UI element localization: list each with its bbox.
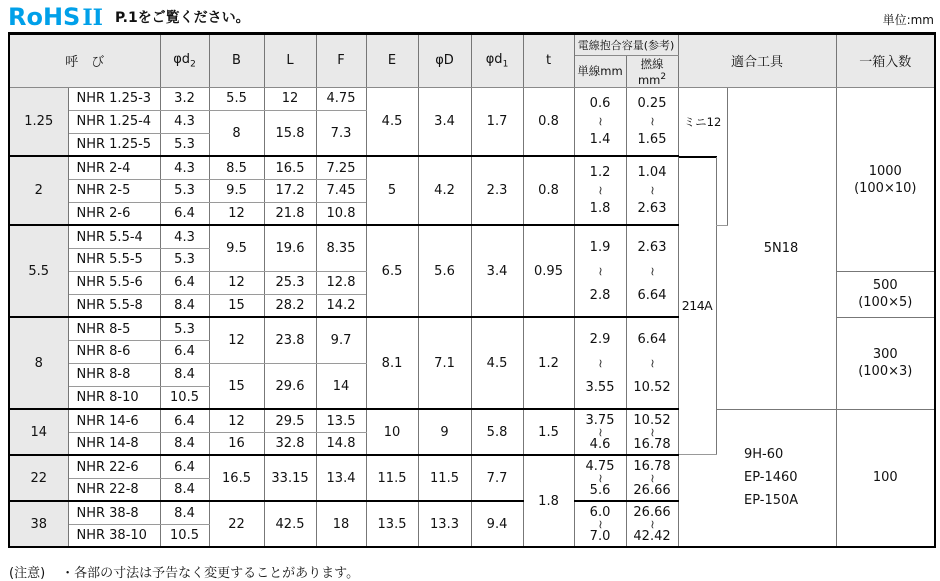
f-value-cell: 7.25 xyxy=(316,156,366,179)
d2-value-cell: 4.3 xyxy=(160,110,209,133)
d2-value-cell: 8.4 xyxy=(160,363,209,386)
model-name-cell: NHR 2-4 xyxy=(68,156,160,179)
b-value-cell: 15 xyxy=(209,294,264,317)
f-value-cell: 14.2 xyxy=(316,294,366,317)
stranded-range-cell: 26.66 ~ 42.42 xyxy=(626,501,678,547)
d2-value-cell: 3.2 xyxy=(160,87,209,110)
f-value-cell: 12.8 xyxy=(316,271,366,294)
tool-divider xyxy=(679,454,717,455)
model-name-cell: NHR 8-5 xyxy=(68,317,160,340)
d2-value-cell: 6.4 xyxy=(160,455,209,478)
box-column-cell xyxy=(836,87,935,547)
d2-value-cell: 5.3 xyxy=(160,133,209,156)
group-size-cell: 22 xyxy=(9,455,68,501)
model-name-cell: NHR 5.5-4 xyxy=(68,225,160,248)
f-value-cell: 7.3 xyxy=(316,110,366,156)
f-value-cell: 7.45 xyxy=(316,179,366,202)
solid-range-cell: 2.9 ~ 3.55 xyxy=(574,317,626,409)
stranded-range-cell: 10.52 ~ 16.78 xyxy=(626,409,678,455)
t-value-cell: 0.8 xyxy=(523,87,574,156)
group-size-cell: 5.5 xyxy=(9,225,68,317)
header-f: F xyxy=(316,34,366,88)
solid-range-cell: 6.0 ~ 7.0 xyxy=(574,501,626,547)
header-t: t xyxy=(523,34,574,88)
l-value-cell: 29.5 xyxy=(264,409,316,432)
header-e: E xyxy=(366,34,418,88)
tool-9h60-label: 9H-60 xyxy=(744,446,784,462)
t-value-cell: 1.5 xyxy=(523,409,574,455)
d2-value-cell: 6.4 xyxy=(160,202,209,225)
t-value-cell: 0.8 xyxy=(523,156,574,225)
d2-value-cell: 4.3 xyxy=(160,225,209,248)
l-value-cell: 29.6 xyxy=(264,363,316,409)
group-size-cell: 38 xyxy=(9,501,68,547)
l-value-cell: 23.8 xyxy=(264,317,316,363)
e-value-cell: 5 xyxy=(366,156,418,225)
header-tool: 適合工具 xyxy=(678,34,836,88)
stranded-range-cell: 0.25 ~ 1.65 xyxy=(626,87,678,156)
model-name-cell: NHR 1.25-4 xyxy=(68,110,160,133)
d1-value-cell: 9.4 xyxy=(471,501,523,547)
model-name-cell: NHR 1.25-5 xyxy=(68,133,160,156)
model-name-cell: NHR 5.5-8 xyxy=(68,294,160,317)
b-value-cell: 9.5 xyxy=(209,225,264,271)
f-value-cell: 8.35 xyxy=(316,225,366,271)
box-count-300: 300 (100×3) xyxy=(858,346,913,379)
l-value-cell: 16.5 xyxy=(264,156,316,179)
l-value-cell: 17.2 xyxy=(264,179,316,202)
model-name-cell: NHR 1.25-3 xyxy=(68,87,160,110)
e-value-cell: 10 xyxy=(366,409,418,455)
f-value-cell: 18 xyxy=(316,501,366,547)
f-value-cell: 10.8 xyxy=(316,202,366,225)
model-name-cell: NHR 8-6 xyxy=(68,340,160,363)
footnote xyxy=(8,562,934,581)
t-value-cell: 1.2 xyxy=(523,317,574,409)
solid-range-cell: 1.9 ~ 2.8 xyxy=(574,225,626,317)
stranded-range-cell: 16.78 ~ 26.66 xyxy=(626,455,678,501)
solid-range-cell: 1.2 ~ 1.8 xyxy=(574,156,626,225)
b-value-cell: 9.5 xyxy=(209,179,264,202)
tool-mini12-label: ミニ12 xyxy=(683,115,722,130)
box-count-column xyxy=(837,88,935,546)
l-value-cell: 28.2 xyxy=(264,294,316,317)
stranded-range-cell: 1.04 ~ 2.63 xyxy=(626,156,678,225)
header-b: B xyxy=(209,34,264,88)
spec-table-body xyxy=(9,87,935,547)
rohs-reference-note: P.1をご覧ください。 xyxy=(114,10,250,26)
b-value-cell: 12 xyxy=(209,317,264,363)
l-value-cell: 33.15 xyxy=(264,455,316,501)
b-value-cell: 12 xyxy=(209,202,264,225)
d1-value-cell: 2.3 xyxy=(471,156,523,225)
header-solid-wire: 単線mm xyxy=(574,56,626,88)
tool-214a-label: 214A xyxy=(681,298,713,314)
b-value-cell: 8 xyxy=(209,110,264,156)
model-name-cell: NHR 2-5 xyxy=(68,179,160,202)
f-value-cell: 14.8 xyxy=(316,432,366,455)
header-d-big: φD xyxy=(418,34,471,88)
e-value-cell: 13.5 xyxy=(366,501,418,547)
b-value-cell: 12 xyxy=(209,271,264,294)
tool-column-cell xyxy=(678,87,836,547)
e-value-cell: 4.5 xyxy=(366,87,418,156)
b-value-cell: 15 xyxy=(209,363,264,409)
d2-value-cell: 6.4 xyxy=(160,271,209,294)
d2-value-cell: 5.3 xyxy=(160,248,209,271)
spec-table xyxy=(8,32,936,548)
group-size-cell: 2 xyxy=(9,156,68,225)
d2-value-cell: 8.4 xyxy=(160,294,209,317)
tool-5n18-label: 5N18 xyxy=(763,240,799,256)
stranded-range-cell: 6.64 ~ 10.52 xyxy=(626,317,678,409)
model-name-cell: NHR 14-8 xyxy=(68,432,160,455)
l-value-cell: 42.5 xyxy=(264,501,316,547)
d-value-cell: 9 xyxy=(418,409,471,455)
tool-ep150a-label: EP-150A xyxy=(744,492,799,508)
e-value-cell: 8.1 xyxy=(366,317,418,409)
l-value-cell: 32.8 xyxy=(264,432,316,455)
header-l: L xyxy=(264,34,316,88)
b-value-cell: 16.5 xyxy=(209,455,264,501)
d-value-cell: 13.3 xyxy=(418,501,471,547)
b-value-cell: 22 xyxy=(209,501,264,547)
d2-value-cell: 5.3 xyxy=(160,317,209,340)
b-value-cell: 5.5 xyxy=(209,87,264,110)
f-value-cell: 13.4 xyxy=(316,455,366,501)
tool-column xyxy=(679,88,836,546)
l-value-cell: 19.6 xyxy=(264,225,316,271)
l-value-cell: 12 xyxy=(264,87,316,110)
d2-value-cell: 6.4 xyxy=(160,340,209,363)
group-size-cell: 8 xyxy=(9,317,68,409)
l-value-cell: 21.8 xyxy=(264,202,316,225)
solid-range-cell: 4.75 ~ 5.6 xyxy=(574,455,626,501)
d-value-cell: 3.4 xyxy=(418,87,471,156)
spec-table-header xyxy=(9,34,935,88)
model-name-cell: NHR 8-10 xyxy=(68,386,160,409)
model-name-cell: NHR 22-6 xyxy=(68,455,160,478)
t-value-cell: 1.8 xyxy=(523,455,574,547)
model-name-cell: NHR 8-8 xyxy=(68,363,160,386)
rohs-logo-numeral: II xyxy=(82,5,103,31)
d1-value-cell: 7.7 xyxy=(471,455,523,501)
d2-value-cell: 5.3 xyxy=(160,179,209,202)
header-name: 呼 び xyxy=(9,34,160,88)
d2-value-cell: 10.5 xyxy=(160,386,209,409)
e-value-cell: 11.5 xyxy=(366,455,418,501)
group-size-cell: 1.25 xyxy=(9,87,68,156)
l-value-cell: 15.8 xyxy=(264,110,316,156)
model-name-cell: NHR 2-6 xyxy=(68,202,160,225)
b-value-cell: 12 xyxy=(209,409,264,432)
model-name-cell: NHR 38-10 xyxy=(68,524,160,547)
d-value-cell: 5.6 xyxy=(418,225,471,317)
box-count-100: 100 xyxy=(872,469,898,485)
header-wire-capacity: 電線抱合容量(参考) xyxy=(574,34,678,56)
model-name-cell: NHR 22-8 xyxy=(68,478,160,501)
d1-value-cell: 5.8 xyxy=(471,409,523,455)
f-value-cell: 13.5 xyxy=(316,409,366,432)
d2-value-cell: 4.3 xyxy=(160,156,209,179)
header-box-count: 一箱入数 xyxy=(836,34,935,88)
d2-value-cell: 6.4 xyxy=(160,409,209,432)
d1-value-cell: 4.5 xyxy=(471,317,523,409)
t-value-cell: 0.95 xyxy=(523,225,574,317)
d1-value-cell: 3.4 xyxy=(471,225,523,317)
f-value-cell: 14 xyxy=(316,363,366,409)
tool-ep1460-label: EP-1460 xyxy=(744,469,798,485)
d-value-cell: 4.2 xyxy=(418,156,471,225)
model-name-cell: NHR 5.5-6 xyxy=(68,271,160,294)
rohs-logo: RoHS xyxy=(8,3,81,31)
header-d1: $\varphi d_1$ xyxy=(471,34,523,88)
stranded-range-cell: 2.63 ~ 6.64 xyxy=(626,225,678,317)
b-value-cell: 8.5 xyxy=(209,156,264,179)
header-stranded-wire: 撚線$mm^2$ xyxy=(626,56,678,88)
d2-value-cell: 8.4 xyxy=(160,478,209,501)
header-d2: $\varphi d_2$ xyxy=(160,34,209,88)
d-value-cell: 11.5 xyxy=(418,455,471,501)
d1-value-cell: 1.7 xyxy=(471,87,523,156)
page-header xyxy=(8,2,934,29)
tool-lower-labels xyxy=(717,409,836,546)
d2-value-cell: 8.4 xyxy=(160,501,209,524)
footnote-text: ・各部の寸法は予告なく変更することがあります。 xyxy=(61,566,360,581)
solid-range-cell: 3.75 ~ 4.6 xyxy=(574,409,626,455)
d-value-cell: 7.1 xyxy=(418,317,471,409)
box-count-1000: 1000 (100×10) xyxy=(854,163,917,196)
box-count-500: 500 (100×5) xyxy=(858,278,913,311)
b-value-cell: 16 xyxy=(209,432,264,455)
model-name-cell: NHR 14-6 xyxy=(68,409,160,432)
f-value-cell: 9.7 xyxy=(316,317,366,363)
model-name-cell: NHR 38-8 xyxy=(68,501,160,524)
unit-label: 単位:mm xyxy=(882,13,934,27)
f-value-cell: 4.75 xyxy=(316,87,366,110)
d2-value-cell: 8.4 xyxy=(160,432,209,455)
d2-value-cell: 10.5 xyxy=(160,524,209,547)
e-value-cell: 6.5 xyxy=(366,225,418,317)
model-name-cell: NHR 5.5-5 xyxy=(68,248,160,271)
group-size-cell: 14 xyxy=(9,409,68,455)
solid-range-cell: 0.6 ~ 1.4 xyxy=(574,87,626,156)
footnote-prefix: (注意) xyxy=(9,566,46,581)
l-value-cell: 25.3 xyxy=(264,271,316,294)
